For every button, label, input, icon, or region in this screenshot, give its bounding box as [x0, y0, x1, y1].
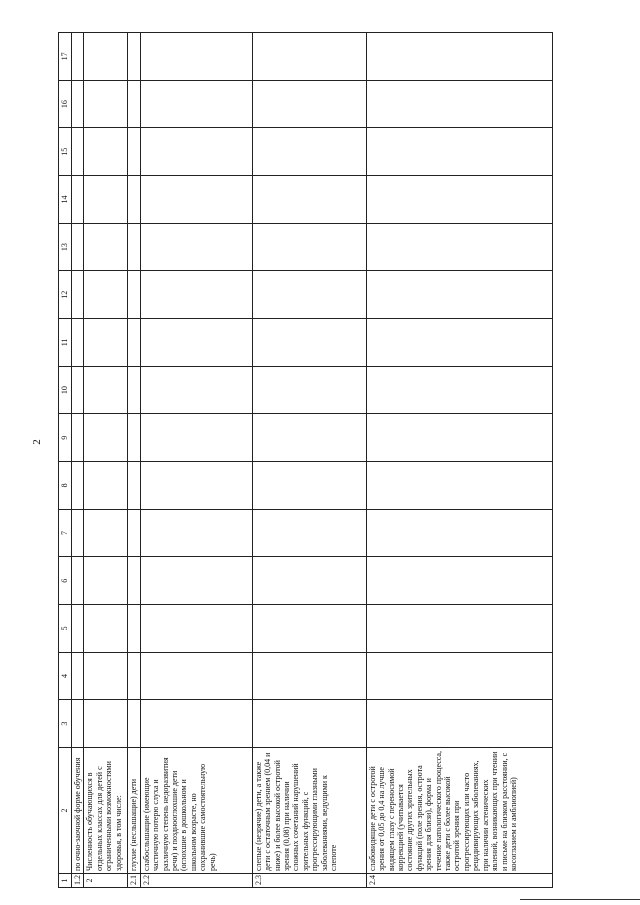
row-label: слабослышащие (имеющие частичную потерю слуха и различную степень недоразвития речи) и позднооглохшие дети (оглохшие в дошкольном и школьном возрасте, но сохранившие самостоятельную речь) — [140, 748, 252, 874]
table-row — [84, 33, 128, 888]
table-row — [252, 33, 366, 888]
column-number: 11 — [59, 319, 72, 367]
column-number: 3 — [59, 700, 72, 748]
column-number: 6 — [59, 557, 72, 605]
table-row — [140, 33, 252, 888]
row-number: 2.1 — [128, 874, 140, 888]
column-number: 15 — [59, 128, 72, 176]
row-number: 2 — [84, 874, 128, 888]
row-label: слепые (незрячие) дети, а также дети с остаточным зрением (0,04 и ниже) и более высокой остротой зрения (0,08) при наличии сложных сочетаний нарушений зрительных функций, с прогрессирующими глазными заболеваниями, ведущими к слепоте — [252, 748, 366, 874]
table-row — [128, 33, 140, 888]
column-number: 4 — [59, 652, 72, 700]
row-label: глухие (неслышащие) дети — [128, 748, 140, 874]
column-number: 14 — [59, 176, 72, 224]
column-number: 5 — [59, 605, 72, 653]
statistics-table — [58, 32, 553, 888]
column-number-row — [59, 33, 72, 888]
row-number: 2.3 — [252, 874, 366, 888]
footer-rule — [520, 899, 640, 900]
table-row — [72, 33, 84, 888]
table-row — [366, 33, 552, 888]
row-label: Численность обучающихся в отдельных классах для детей с ограниченными возможностями здоровья, в том числе: — [84, 748, 128, 874]
column-number: 13 — [59, 223, 72, 271]
column-number: 17 — [59, 33, 72, 81]
column-number: 1 — [59, 874, 72, 888]
row-number: 1.2 — [72, 874, 84, 888]
column-number: 7 — [59, 509, 72, 557]
row-number: 2.4 — [366, 874, 552, 888]
column-number: 8 — [59, 462, 72, 510]
row-number: 2.2 — [140, 874, 252, 888]
column-number: 12 — [59, 271, 72, 319]
row-label: слабовидящие дети с остротой зрения от 0,05 до 0,4 на лучше видящем глазу с переносимой коррекцией (учитывается состояние других зрительных функций (поле зрения, острота зрения для близи), форма и течение патологического процесса, также дети с более высокой остротой зрения при прогрессирующих или часто рецидивирующих заболеваниях, при наличии астенических явлений, возникающих при чтении и письме на близком расстоянии, с косоглазием и амблиопией) — [366, 748, 552, 874]
column-number: 16 — [59, 80, 72, 128]
column-number: 2 — [59, 748, 72, 874]
rotated-page — [58, 32, 598, 888]
column-number: 10 — [59, 366, 72, 414]
row-label: по очно-заочной форме обучения — [72, 748, 84, 874]
page-number: 2 — [30, 439, 43, 445]
column-number: 9 — [59, 414, 72, 462]
